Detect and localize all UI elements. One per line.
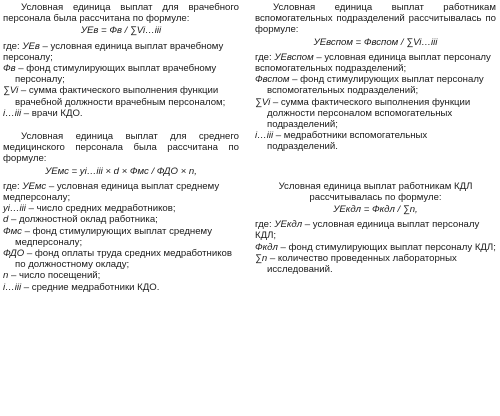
- definition-item: [255, 52, 496, 74]
- lab-formula-section: [255, 181, 496, 276]
- definition-text: – условная единица выплат персоналу КДЛ;: [255, 219, 480, 242]
- definition-symbol: Фкдл: [255, 241, 278, 253]
- definition-item: [3, 203, 239, 214]
- definitions-prefix: где:: [255, 219, 272, 231]
- definition-item: [255, 253, 496, 275]
- definitions-list: [3, 41, 239, 119]
- definition-symbol: Фвспом: [255, 74, 290, 86]
- definition-item: [3, 226, 239, 248]
- definition-item: [3, 63, 239, 85]
- definition-text: – медработники вспомогательных подразделений.: [267, 130, 428, 153]
- section-intro: Условная единица выплат работникам КДЛ рассчитывалась по формуле:: [278, 180, 473, 203]
- definitions-prefix: где:: [255, 51, 272, 63]
- definition-item: [255, 219, 496, 241]
- definition-text: – фонд оплаты труда средних медработников по должностному окладу;: [15, 248, 232, 271]
- definition-item: [255, 242, 496, 253]
- definitions-list: [3, 181, 239, 293]
- definition-item: [3, 214, 239, 225]
- definition-text: – средние медработники КДО.: [21, 281, 160, 293]
- formula: УЕкдл = Фкдл / ∑n,: [333, 204, 418, 216]
- definition-symbol: i…iii: [3, 107, 22, 119]
- definitions-prefix: где:: [3, 180, 20, 192]
- definition-item: [3, 108, 239, 119]
- definition-text: – условная единица выплат персоналу вспомогательных подразделений;: [255, 51, 491, 75]
- left-column: [3, 2, 239, 305]
- definition-symbol: УЕвспом: [274, 51, 314, 63]
- definition-text: – число посещений;: [8, 270, 101, 282]
- definition-symbol: i…iii: [255, 130, 274, 142]
- definition-symbol: Фмс: [3, 225, 22, 237]
- section-intro: Условная единица выплат работникам вспомогательных подразделений рассчитывалась по формуле:: [255, 2, 496, 36]
- definition-symbol: yi…iii: [3, 203, 26, 215]
- definition-symbol: ∑Vi: [3, 85, 19, 97]
- definition-symbol: ФДО: [3, 248, 25, 260]
- definition-text: – условная единица выплат среднему медперсоналу;: [3, 180, 220, 204]
- definition-symbol: Фв: [3, 63, 16, 75]
- definition-item: [255, 97, 496, 131]
- definition-symbol: УЕмс: [22, 180, 47, 192]
- definition-text: – сумма фактического выполнения функции врачебной должности врачебным персоналом;: [15, 85, 226, 108]
- definitions-list: [255, 219, 496, 275]
- definition-text: – сумма фактического выполнения функции должности персоналом вспомогательных подразделений;: [267, 96, 471, 131]
- definition-text: – условная единица выплат врачебному персоналу;: [3, 40, 224, 63]
- definition-text: – фонд стимулирующих выплат персоналу КДЛ;: [277, 241, 496, 253]
- support-staff-formula-section: [255, 2, 496, 153]
- definitions-list: [255, 52, 496, 153]
- definition-text: – фонд стимулирующих выплат среднему медперсоналу;: [15, 225, 213, 248]
- nurse-formula-section: [3, 131, 239, 293]
- definition-symbol: УЕв: [22, 40, 40, 52]
- formula: УЕв = Фв / ∑Vi…iii: [80, 25, 162, 37]
- definition-text: – фонд стимулирующих выплат персоналу вспомогательных подразделений;: [267, 74, 484, 97]
- definitions-prefix: где:: [3, 40, 20, 52]
- definition-text: – количество проведенных лабораторных исследований.: [267, 252, 457, 276]
- definition-symbol: d: [3, 214, 9, 226]
- definition-text: – должностной оклад работника;: [8, 214, 158, 226]
- formula: УЕвспом = Фвспом / ∑Vi…iii: [313, 36, 438, 48]
- section-spacer: [255, 165, 496, 181]
- definition-item: [3, 41, 239, 63]
- definition-item: [255, 130, 496, 152]
- definition-symbol: ∑Vi: [255, 96, 271, 108]
- doctor-formula-section: [3, 2, 239, 119]
- definition-item: [3, 270, 239, 281]
- definition-symbol: ∑n: [255, 252, 268, 264]
- definition-text: – фонд стимулирующих выплат врачебному персоналу;: [15, 63, 217, 86]
- definition-symbol: i…iii: [3, 281, 22, 293]
- right-column: [255, 2, 496, 287]
- definition-item: [3, 282, 239, 293]
- definition-item: [3, 248, 239, 270]
- formula: УЕмс = yi…iii × d × Фмс / ФДО × n,: [45, 165, 197, 177]
- definition-symbol: УЕкдл: [274, 219, 303, 231]
- definition-item: [3, 181, 239, 203]
- definition-item: [255, 74, 496, 96]
- definition-symbol: n: [3, 270, 9, 282]
- definition-text: – число средних медработников;: [25, 203, 176, 215]
- definition-item: [3, 85, 239, 107]
- definition-text: – врачи КДО.: [21, 107, 83, 119]
- section-intro: Условная единица выплат для врачебного персонала была рассчитана по формуле:: [3, 2, 239, 25]
- section-intro: Условная единица выплат для среднего медицинского персонала была рассчитана по формуле:: [3, 131, 239, 165]
